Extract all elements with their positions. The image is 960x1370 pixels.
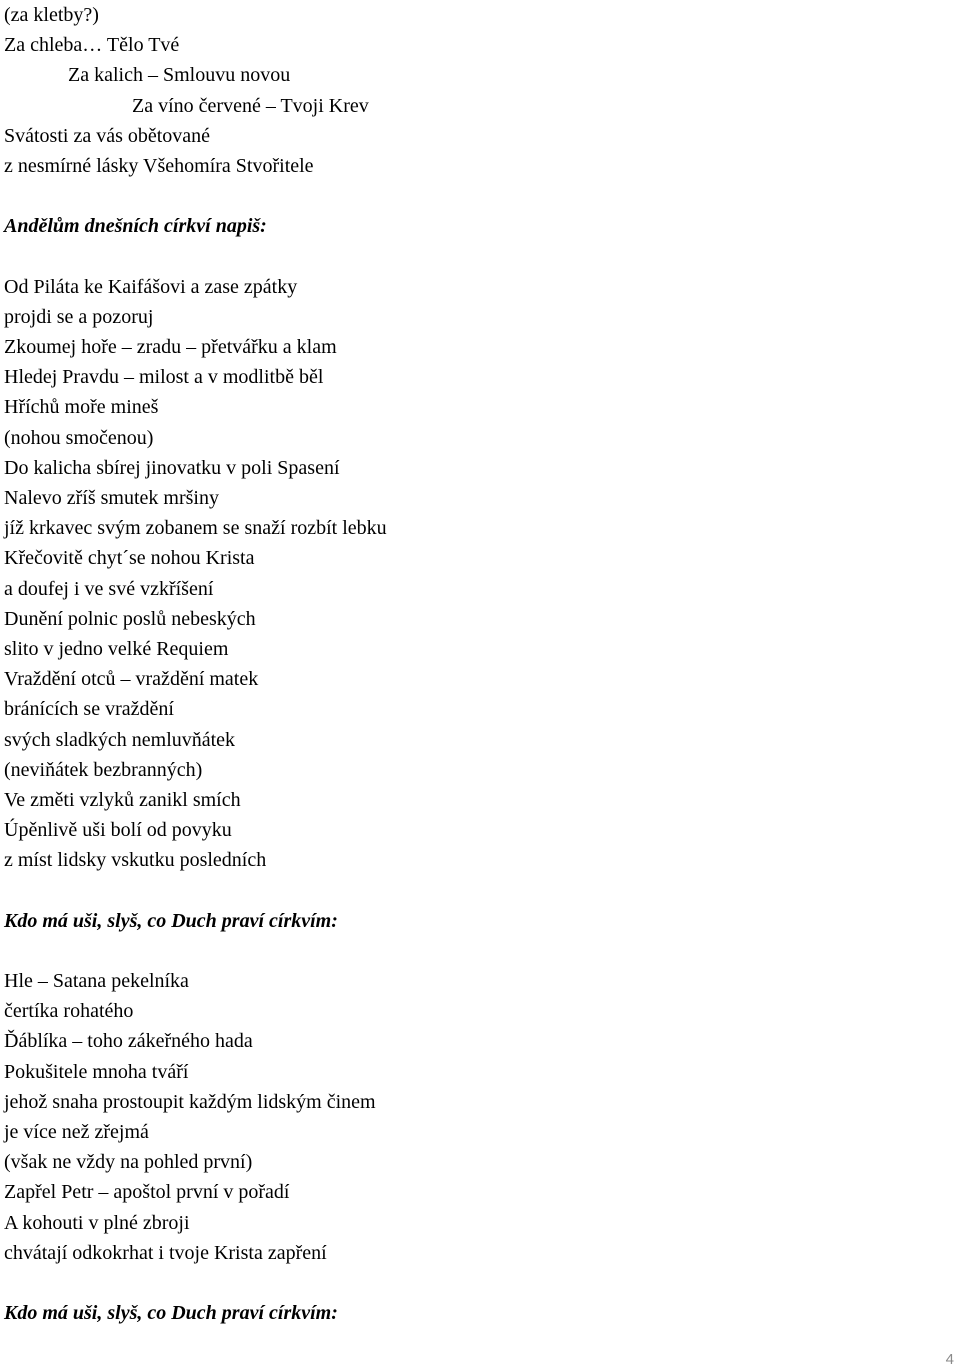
poem-line: Zapřel Petr – apoštol první v pořadí <box>4 1181 290 1204</box>
stanza-gap <box>4 936 944 966</box>
poem-line: z míst lidsky vskutku posledních <box>4 849 267 872</box>
poem-line: slito v jedno velké Requiem <box>4 637 229 660</box>
document-page <box>4 0 944 1328</box>
poem-line: Úpěnlivě uši bolí od povyku <box>4 819 232 842</box>
poem-line: bránících se vraždění <box>4 698 174 721</box>
poem-line: Za víno červené – Tvoji Krev <box>132 94 369 117</box>
poem-line: (však ne vždy na pohled první) <box>4 1151 253 1174</box>
poem-line: Křečovitě chyt´se nohou Krista <box>4 547 255 570</box>
stanza-1 <box>4 0 944 181</box>
stanza-gap <box>4 1268 944 1298</box>
poem-line: Do kalicha sbírej jinovatku v poli Spasení <box>4 456 340 479</box>
poem-line: jíž krkavec svým zobanem se snaží rozbít lebku <box>4 517 387 540</box>
poem-line: je více než zřejmá <box>4 1120 149 1143</box>
poem-line: A kohouti v plné zbroji <box>4 1211 190 1234</box>
poem-line: Hledej Pravdu – milost a v modlitbě běl <box>4 366 324 389</box>
poem-line: Nalevo zříš smutek mršiny <box>4 487 219 509</box>
poem-line: chvátají odkokrhat i tvoje Krista zapření <box>4 1241 327 1264</box>
poem-line: Hříchů moře mineš <box>4 396 159 419</box>
poem-line: Od Piláta ke Kaifášovi a zase zpátky <box>4 275 298 298</box>
section-heading: Kdo má uši, slyš, co Duch praví církvím: <box>4 1302 338 1325</box>
poem-line: Zkoumej hoře – zradu – přetvářku a klam <box>4 336 337 359</box>
stanza-gap <box>4 875 944 905</box>
poem-line: Za chleba… Tělo Tvé <box>4 34 180 57</box>
stanza-3 <box>4 966 944 1268</box>
poem-line: z nesmírné lásky Všehomíra Stvořitele <box>4 154 314 177</box>
poem-line: Ďáblíka – toho zákeřného hada <box>4 1030 253 1053</box>
poem-line: (nohou smočenou) <box>4 426 154 449</box>
stanza-2 <box>4 272 944 876</box>
section-heading: Kdo má uši, slyš, co Duch praví církvím: <box>4 909 338 932</box>
poem-line: Vraždění otců – vraždění matek <box>4 668 259 691</box>
page-number: 4 <box>945 1351 954 1368</box>
stanza-gap <box>4 242 944 272</box>
poem-line: Za kalich – Smlouvu novou <box>68 64 291 87</box>
poem-line: a doufej i ve své vzkříšení <box>4 577 214 600</box>
poem-line: Hle – Satana pekelníka <box>4 970 189 992</box>
poem-line: Pokušitele mnoha tváří <box>4 1060 189 1083</box>
poem-line: Dunění polnic poslů nebeských <box>4 607 256 630</box>
poem-line: čertíka rohatého <box>4 1000 134 1023</box>
poem-line: Svátosti za vás obětované <box>4 124 211 147</box>
poem-line: (za kletby?) <box>4 4 99 26</box>
poem-line: svých sladkých nemluvňátek <box>4 728 236 751</box>
section-heading: Andělům dnešních církví napiš: <box>4 215 267 238</box>
poem-line: projdi se a pozoruj <box>4 305 154 328</box>
poem-line: Ve změti vzlyků zanikl smích <box>4 788 241 811</box>
poem-line: jehož snaha prostoupit každým lidským činem <box>4 1090 376 1113</box>
poem-line: (neviňátek bezbranných) <box>4 758 203 781</box>
stanza-gap <box>4 181 944 211</box>
